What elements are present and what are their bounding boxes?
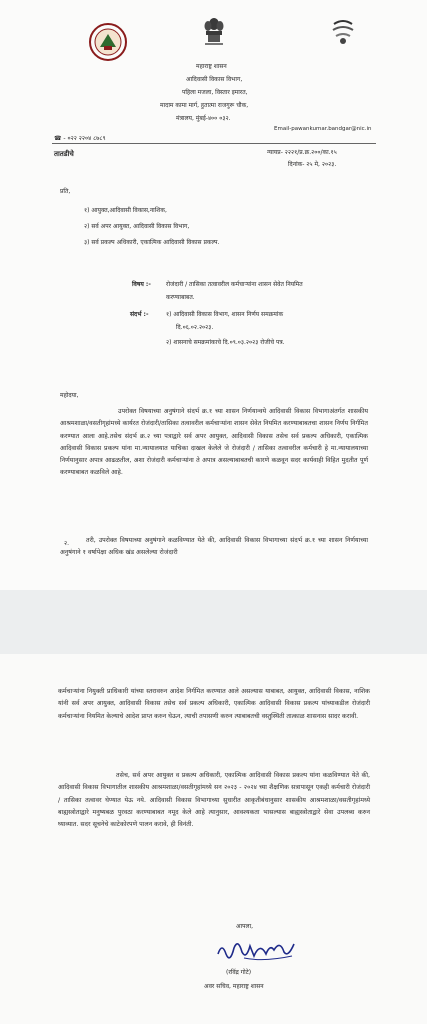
recipient-1: १) आयुक्त,आदिवासी विकास,नाशिक, [84, 207, 167, 214]
paragraph-1: उपरोक्त विषयाच्या अनुषंगाने संदर्भ क्र.१ च्या शासन निर्णयान्वये आदिवासी विकास विभागाअंतर्गत शासकीय आश्रमशाळा/वसतीगृहांमध्ये कार्यरत रोजंदारी/तासिका तत्वावरील कर्मचाऱ्यांना शासन सेवेत नियमित करण्याबाबतचा शासन निर्णय निर्गमित करण्यात आला आहे.तसेच संदर्भ क्र.२ च्या पत्राद्वारे सर्व अपर आयुक्त, आदिवासी विकास तसेच सर्व प्रकल्प अधिकारी, एकात्मिक आदिवासी विकास प्रकल्प यांना मा.न्यायालयात याचिका दाखल केलेले जे रोजंदारी / तासिका तत्वावरील कर्मचारी हे मा.न्यायालयाच्या निर्णयानुसार अपात्र आढळतील, अशा रोजंदारी कर्मचाऱ्यांना ते अपात्र असल्याबाबतची कारणे कळवून सदर कार्यवाही विहित मुदतीत पूर्ण करण्याबाबत कळविले आहे. [60, 408, 368, 477]
closing: आपला, [236, 923, 254, 930]
reference-line-2: दि.०६.०२.२०२३. [176, 324, 214, 331]
address-line-5: मंत्रालय, मुंबई-४०० ०३२. [176, 115, 231, 122]
salutation: महोदया, [60, 392, 79, 399]
paragraph-2-start: तरी, उपरोक्त विषयाच्या अनुषंगाने कळविण्यात येते की, आदिवासी विकास विभागाच्या संदर्भ क्र.१ च्या शासन निर्णयाच्या अनुषंगाने १ वर्षापेक्षा अधिक खंड असलेल्या रोजंदारी [60, 537, 368, 557]
address-line-4: मादाम कामा मार्ग, हुतात्मा राजगुरू चौक, [160, 102, 249, 109]
signatory-designation: अवर सचिव, महाराष्ट्र शासन [204, 983, 264, 990]
letter-date: दिनांक- २५ मे, २०२३. [288, 161, 337, 168]
recipient-3: ३) सर्व प्रकल्प अधिकारी, एकात्मिक आदिवासी विकास प्रकल्प. [84, 239, 220, 246]
phone-number: ☎ - ०२२ २२०४ ८७८९ [54, 135, 106, 142]
page-gap [0, 590, 427, 654]
paragraph-2-continued: कर्मचाऱ्यांना नियुक्ती प्राधिकारी यांच्या स्तरावरुन आदेश निर्गमित करण्यात आले असल्यास याबाबत, आयुक्त, आदिवासी विकास, नाशिक यांनी सर्व अपर आयुक्त, आदिवासी विकास तसेच सर्व प्रकल्प अधिकारी, एकात्मिक आदिवासी विकास प्रकल्प यांच्याकडील रोजंदारी कर्मचाऱ्यांना नियमित केल्याचे आदेश प्राप्त करुन घेऊन, त्याची तपासणी करुन त्याबाबतची वस्तुस्थिती तात्काळ शासनास सादर करावी. [58, 688, 370, 720]
subject-line-1: रोजंदारी / तासिका तत्वावरील कर्मचाऱ्यांना शासन सेवेत नियमित [166, 281, 303, 288]
address-line-1: महाराष्ट्र शासन [196, 63, 227, 70]
paragraph-3: तसेच, सर्व अपर आयुक्त व प्रकल्प अधिकारी, एकात्मिक आदिवासी विकास प्रकल्प यांना कळविण्यात येते की, आदिवासी विकास विभागातील शासकीय आश्रमशाळा/वसतीगृहांमध्ये सन २०२३ - २०२४ च्या शैक्षणिक सत्रापासून एकही कर्मचारी रोजंदारी / तासिका तत्वावर घेण्यात येऊ नये. आदिवासी विकास विभागाच्या सुधारीत आकृतीबंधानुसार शासकीय आश्रमशाळा/वसतीगृहांमध्ये बाह्यस्त्रोताद्वारे मनुष्यबळ पुरवठा करण्याबाबत नमूद केले आहे त्यानुसार, आवश्यकता भासल्यास बाह्यस्त्रोताद्वारे सेवा उपलब्ध करुन घ्याव्यात. सदर सूचनेचे काटेकोरपणे पालन करावे, ही विनंती. [58, 772, 370, 829]
reference-line-3: २) शासनाचे समक्रमांकाचे दि.०९.०३.२०२३ रोजीचे पत्र. [166, 339, 285, 346]
subject-label: विषय :- [132, 281, 151, 288]
email-address: Email-pawankumar.bandgar@nic.in [274, 126, 372, 132]
recipient-2: २) सर्व अपर आयुक्त, आदिवासी विकास विभाग, [84, 223, 190, 230]
reference-label: संदर्भ :- [130, 311, 149, 318]
letter-page-2 [0, 654, 427, 1024]
state-emblem [203, 16, 225, 50]
header-divider [52, 143, 376, 144]
address-line-2: आदिवासी विकास विभाग, [186, 76, 243, 83]
signatory-name: (रविंद्र गोटे) [226, 969, 252, 976]
subject-line-2: करण्याबाबत. [166, 294, 195, 301]
address-line-3: पहिला मजला, विस्तार इमारत, [182, 89, 248, 96]
reference-number: न्यायप्र- २२२१/प्र.क्र.२००/का.१५ [267, 149, 337, 156]
reference-line-1: १) आदिवासी विकास विभाग, शासन निर्णय समक्रमांक [166, 311, 284, 318]
campaign-logo [330, 18, 356, 46]
recipients-heading: प्रति, [60, 188, 71, 195]
priority-label: तातडीचे [54, 150, 74, 158]
tribal-department-logo [88, 22, 128, 62]
handwritten-signature [214, 934, 298, 964]
paragraph-2-number: २. [64, 540, 70, 547]
